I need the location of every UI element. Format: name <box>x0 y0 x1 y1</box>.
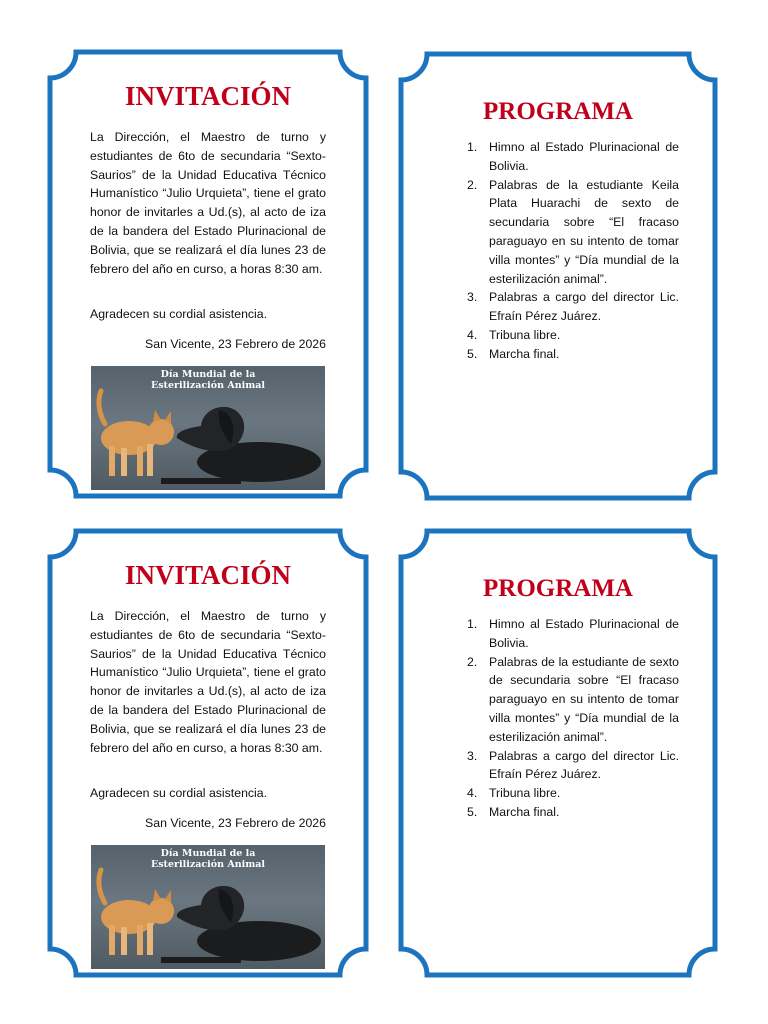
program-title: PROGRAMA <box>483 575 633 602</box>
program-item: 4. Tribuna libre. <box>467 327 561 342</box>
invitation-place-date: San Vicente, 23 Febrero de 2026 <box>145 337 326 351</box>
program-card <box>397 527 719 979</box>
invitation-card <box>46 527 370 979</box>
invitation-thanks: Agradecen su cordial asistencia. <box>90 786 268 800</box>
program-item: 5. Marcha final. <box>467 804 560 819</box>
program-list <box>467 615 679 822</box>
invitation-body: La Dirección, el Maestro de turno y estudiantes de 6to de secundaria “Sexto-Saurios” de la Unidad Educativa Técnico Humanístico “Julio Urquieta”, tiene el grato honor de invitarles a Ud.(s), al acto de iza de la bandera del Estado Plurinacional de Bolivia, que se realizará el día lunes 23 de febrero del año en curso, a horas 8:30 am. <box>90 609 326 755</box>
program-list <box>467 138 679 364</box>
invitation-title: INVITACIÓN <box>124 81 292 111</box>
program-item: 5. Marcha final. <box>467 346 560 361</box>
invitation-card <box>46 48 370 500</box>
program-item: 2. Palabras de la estudiante Keila Plata Huarachi de sexto de secundaria sobre “El fracaso paraguayo en su intento de tomar villa montes” y “Día mundial de la esterilización animal”. <box>467 177 679 286</box>
invitation-title: INVITACIÓN <box>124 560 292 590</box>
program-item: 1. Himno al Estado Plurinacional de Bolivia. <box>467 617 679 650</box>
image-caption: Día Mundial de la Esterilización Animal <box>150 848 266 870</box>
invitation-place-date: San Vicente, 23 Febrero de 2026 <box>145 816 326 830</box>
program-item: 1. Himno al Estado Plurinacional de Bolivia. <box>467 140 679 173</box>
cat-dog-image <box>91 366 325 490</box>
program-item: 2. Palabras de la estudiante de sexto de secundaria sobre “El fracaso paraguayo en su intento de tomar villa montes” y “Día mundial de la esterilización animal”. <box>467 654 679 744</box>
program-title: PROGRAMA <box>483 98 633 125</box>
invitation-body: La Dirección, el Maestro de turno y estudiantes de 6to de secundaria “Sexto-Saurios” de la Unidad Educativa Técnico Humanístico “Julio Urquieta”, tiene el grato honor de invitarles a Ud.(s), al acto de iza de la bandera del Estado Plurinacional de Bolivia, que se realizará el día lunes 23 de febrero del año en curso, a horas 8:30 am. <box>90 130 326 276</box>
image-caption: Día Mundial de la Esterilización Animal <box>150 369 266 391</box>
invitation-thanks: Agradecen su cordial asistencia. <box>90 307 268 321</box>
program-card <box>397 50 719 502</box>
program-item: 4. Tribuna libre. <box>467 786 561 801</box>
cat-dog-image <box>91 845 325 969</box>
program-item: 3. Palabras a cargo del director Lic. Efraín Pérez Juárez. <box>467 290 679 324</box>
program-item: 3. Palabras a cargo del director Lic. Efraín Pérez Juárez. <box>467 748 679 782</box>
